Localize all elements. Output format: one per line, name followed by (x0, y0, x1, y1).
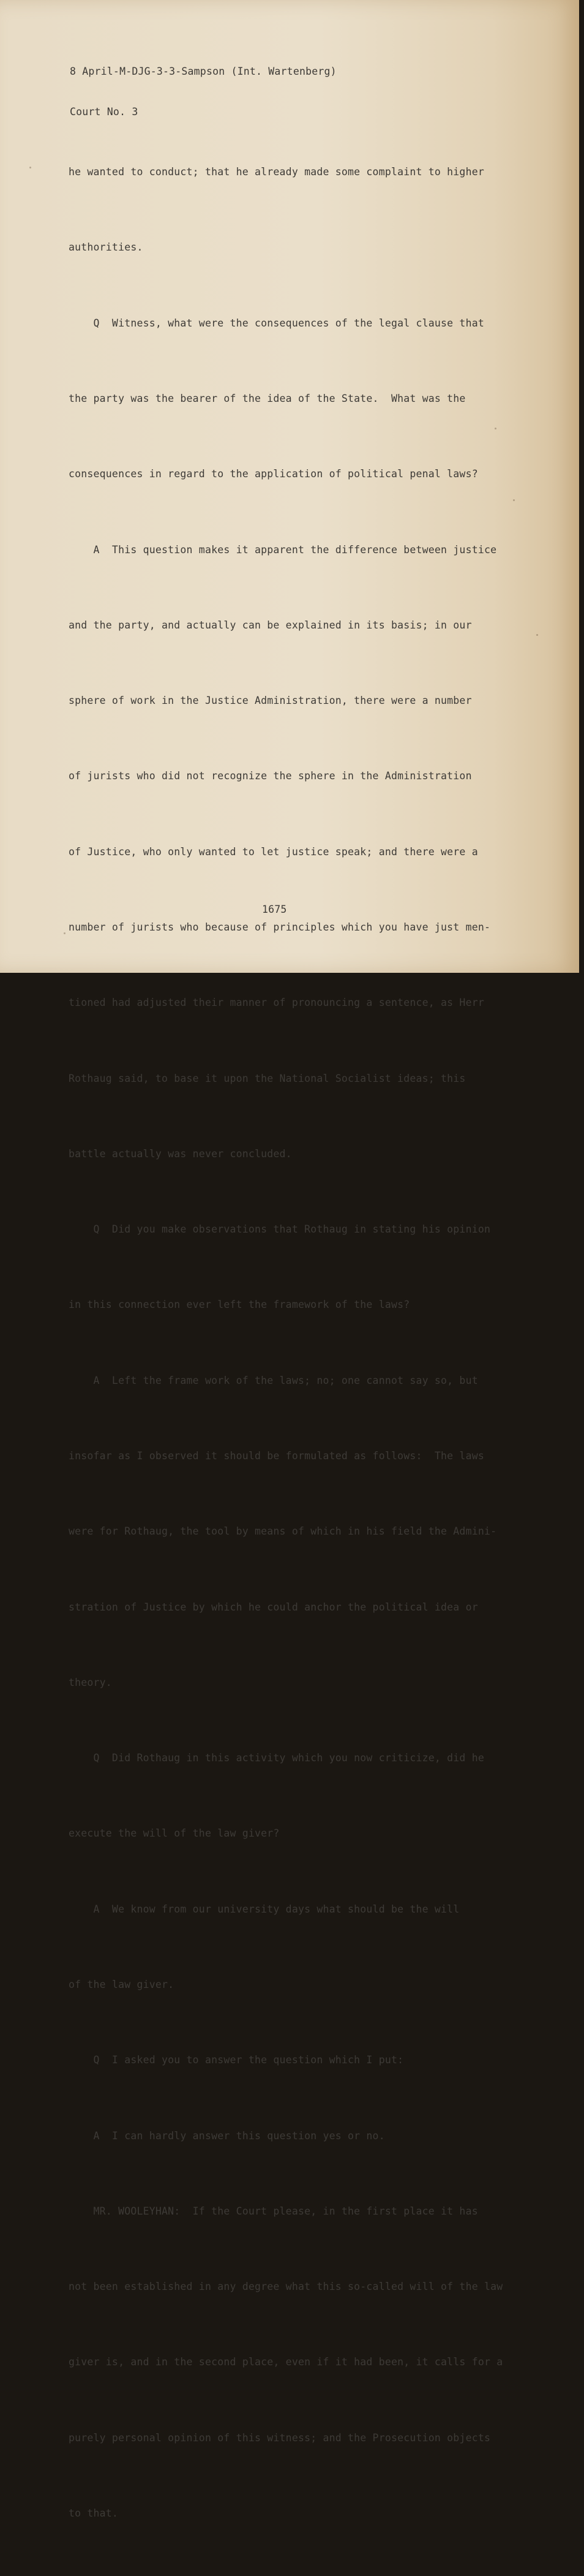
transcript-line: A This question makes it apparent the difference between justice (69, 543, 497, 556)
header-session-line: 8 April-M-DJG-3-3-Sampson (Int. Wartenberg) (70, 66, 337, 77)
transcript-line: Q Did Rothaug in this activity which you now criticize, did he (69, 1752, 484, 1764)
transcript-line: authorities. (69, 241, 143, 254)
transcript-line: A Left the frame work of the laws; no; one cannot say so, but (69, 1374, 478, 1386)
transcript-line: battle actually was never concluded. (69, 1147, 292, 1160)
transcript-line: and the party, and actually can be explained in its basis; in our (69, 619, 472, 631)
transcript-line: A We know from our university days what should be the will (69, 1903, 460, 1915)
transcript-line: purely personal opinion of this witness; and the Prosecution objects (69, 2431, 491, 2444)
transcript-line: Rothaug said, to base it upon the National Socialist ideas; this (69, 1072, 466, 1084)
transcript-line: of jurists who did not recognize the sphere in the Administration (69, 770, 472, 782)
transcript-line: number of jurists who because of principles which you have just men- (69, 921, 491, 933)
transcript-line: to that. (69, 2507, 119, 2519)
transcript-line: Q I asked you to answer the question which I put: (69, 2054, 404, 2066)
transcript-line: of the law giver. (69, 1978, 174, 1990)
transcript-line: in this connection ever left the framework of the laws? (69, 1299, 410, 1311)
transcript-line: not been established in any degree what this so-called will of the law (69, 2281, 503, 2293)
transcript-line: of Justice, who only wanted to let justice speak; and there were a (69, 845, 478, 858)
transcript-line: execute the will of the law giver? (69, 1827, 280, 1840)
paper-speck (64, 932, 66, 934)
transcript-line: MR. WOOLEYHAN: If the Court please, in the first place it has (69, 2205, 478, 2217)
transcript-body (69, 109, 503, 2576)
transcript-line: he wanted to conduct; that he already made some complaint to higher (69, 166, 484, 178)
transcript-line: consequences in regard to the application of political penal laws? (69, 468, 478, 480)
paper-speck (536, 634, 538, 636)
transcript-line: A I can hardly answer this question yes or no. (69, 2129, 385, 2142)
transcript-line: sphere of work in the Justice Administration, there were a number (69, 695, 472, 707)
transcript-line: the party was the bearer of the idea of the State. What was the (69, 393, 466, 405)
transcript-line: theory. (69, 1676, 112, 1688)
transcript-line: stration of Justice by which he could anchor the political idea or (69, 1601, 478, 1613)
transcript-line: Q Witness, what were the consequences of the legal clause that (69, 317, 484, 329)
page-number: 1675 (262, 904, 287, 915)
paper-speck (29, 167, 31, 168)
transcript-line: insofar as I observed it should be formulated as follows: The laws (69, 1449, 484, 1462)
paper-speck (495, 428, 496, 429)
transcript-line: tioned had adjusted their manner of pronouncing a sentence, as Herr (69, 997, 484, 1009)
transcript-line: giver is, and in the second place, even if it had been, it calls for a (69, 2356, 503, 2368)
paper-speck (513, 499, 515, 501)
transcript-line: were for Rothaug, the tool by means of which in his field the Admini- (69, 1525, 497, 1538)
transcript-line: Q Did you make observations that Rothaug in stating his opinion (69, 1223, 491, 1236)
header-court-line: Court No. 3 (70, 106, 138, 118)
